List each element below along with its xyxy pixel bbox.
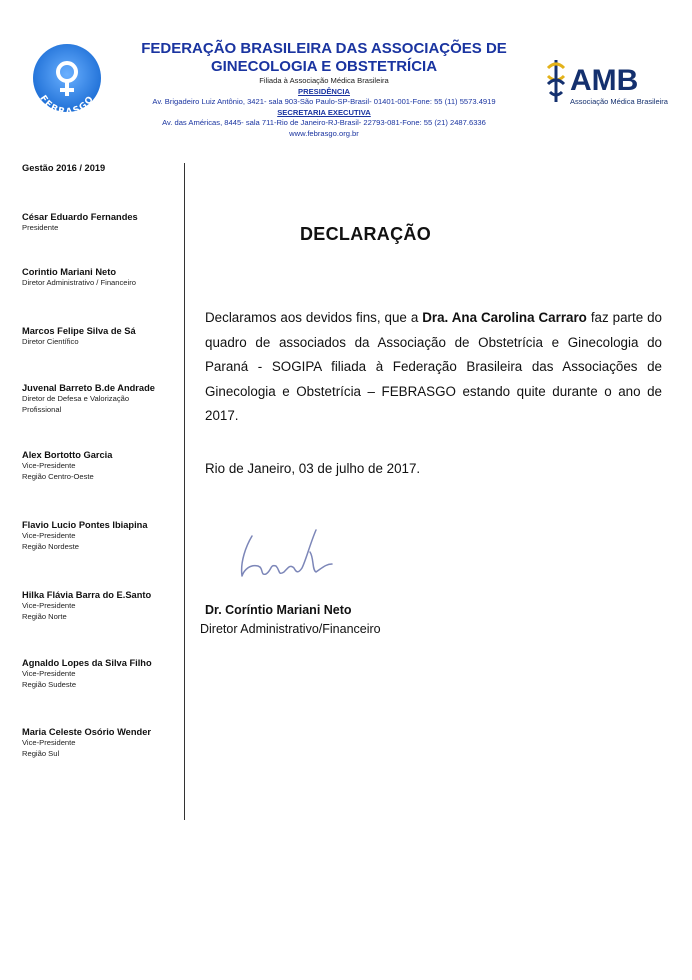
org-title-line1: FEDERAÇÃO BRASILEIRA DAS ASSOCIAÇÕES DE [141, 40, 507, 57]
svg-text:AMB: AMB [570, 64, 639, 97]
board-member: Agnaldo Lopes da Silva Filho Vice-Presidente Região Sudeste [22, 658, 152, 689]
presidencia-address: Av. Brigadeiro Luiz Antônio, 3421- sala 903-São Paulo-SP-Brasil- 01401-001-Fone: 55 (11) 5573.4919 [152, 97, 496, 106]
board-member: Alex Bortotto Garcia Vice-Presidente Região Centro-Oeste [22, 450, 113, 481]
board-member: Juvenal Barreto B.de Andrade Diretor de Defesa e Valorização Profissional [22, 383, 155, 414]
signer-name: Dr. Coríntio Mariani Neto [205, 603, 352, 617]
amb-logo [542, 54, 670, 110]
website: www.febrasgo.org.br [289, 128, 359, 138]
letterhead [118, 40, 530, 139]
board-member: Hilka Flávia Barra do E.Santo Vice-Presidente Região Norte [22, 590, 152, 621]
sidebar-divider [184, 163, 185, 820]
date-line: Rio de Janeiro, 03 de julho de 2017. [205, 461, 421, 476]
term-label: Gestão 2016 / 2019 [22, 163, 106, 173]
svg-text:Associação Médica Brasileira: Associação Médica Brasileira [570, 97, 668, 106]
board-member: Flavio Lucio Pontes Ibiapina Vice-Presidente Região Nordeste [22, 520, 148, 551]
signer-role: Diretor Administrativo/Financeiro [200, 622, 381, 636]
secretaria-address: Av. das Américas, 8445- sala 711-Rio de Janeiro-RJ-Brasil- 22793-081-Fone: 55 (21) 2487.6336 [162, 118, 486, 127]
document-title: DECLARAÇÃO [300, 224, 431, 244]
board-member: Maria Celeste Osório Wender Vice-Presidente Região Sul [22, 727, 151, 758]
affiliation: Filiada à Associação Médica Brasileira [259, 76, 389, 85]
board-member: César Eduardo Fernandes Presidente [22, 212, 138, 232]
febrasgo-logo [26, 40, 108, 122]
presidencia-label: PRESIDÊNCIA [298, 86, 350, 96]
declaration-text: Declaramos aos devidos fins, que a Dra. Ana Carolina Carraro faz parte do quadro de associados da Associação de Obstetrícia e Ginecologia do Paraná - SOGIPA filiada à Federação Brasileira das Associações de Ginecologia e Obstetrícia – FEBRASGO estando quite durante o ano de 2017. [205, 310, 662, 423]
board-member: Marcos Felipe Silva de Sá Diretor Científico [22, 326, 136, 346]
org-title-line2: GINECOLOGIA E OBSTETRÍCIA [210, 58, 438, 75]
secretaria-label: SECRETARIA EXECUTIVA [277, 107, 371, 117]
signature-image [232, 524, 344, 586]
member-name: Dra. Ana Carolina Carraro [422, 310, 587, 325]
svg-text:FEBRASGO: FEBRASGO [37, 93, 97, 118]
board-member: Corintio Mariani Neto Diretor Administrativo / Financeiro [22, 267, 136, 287]
